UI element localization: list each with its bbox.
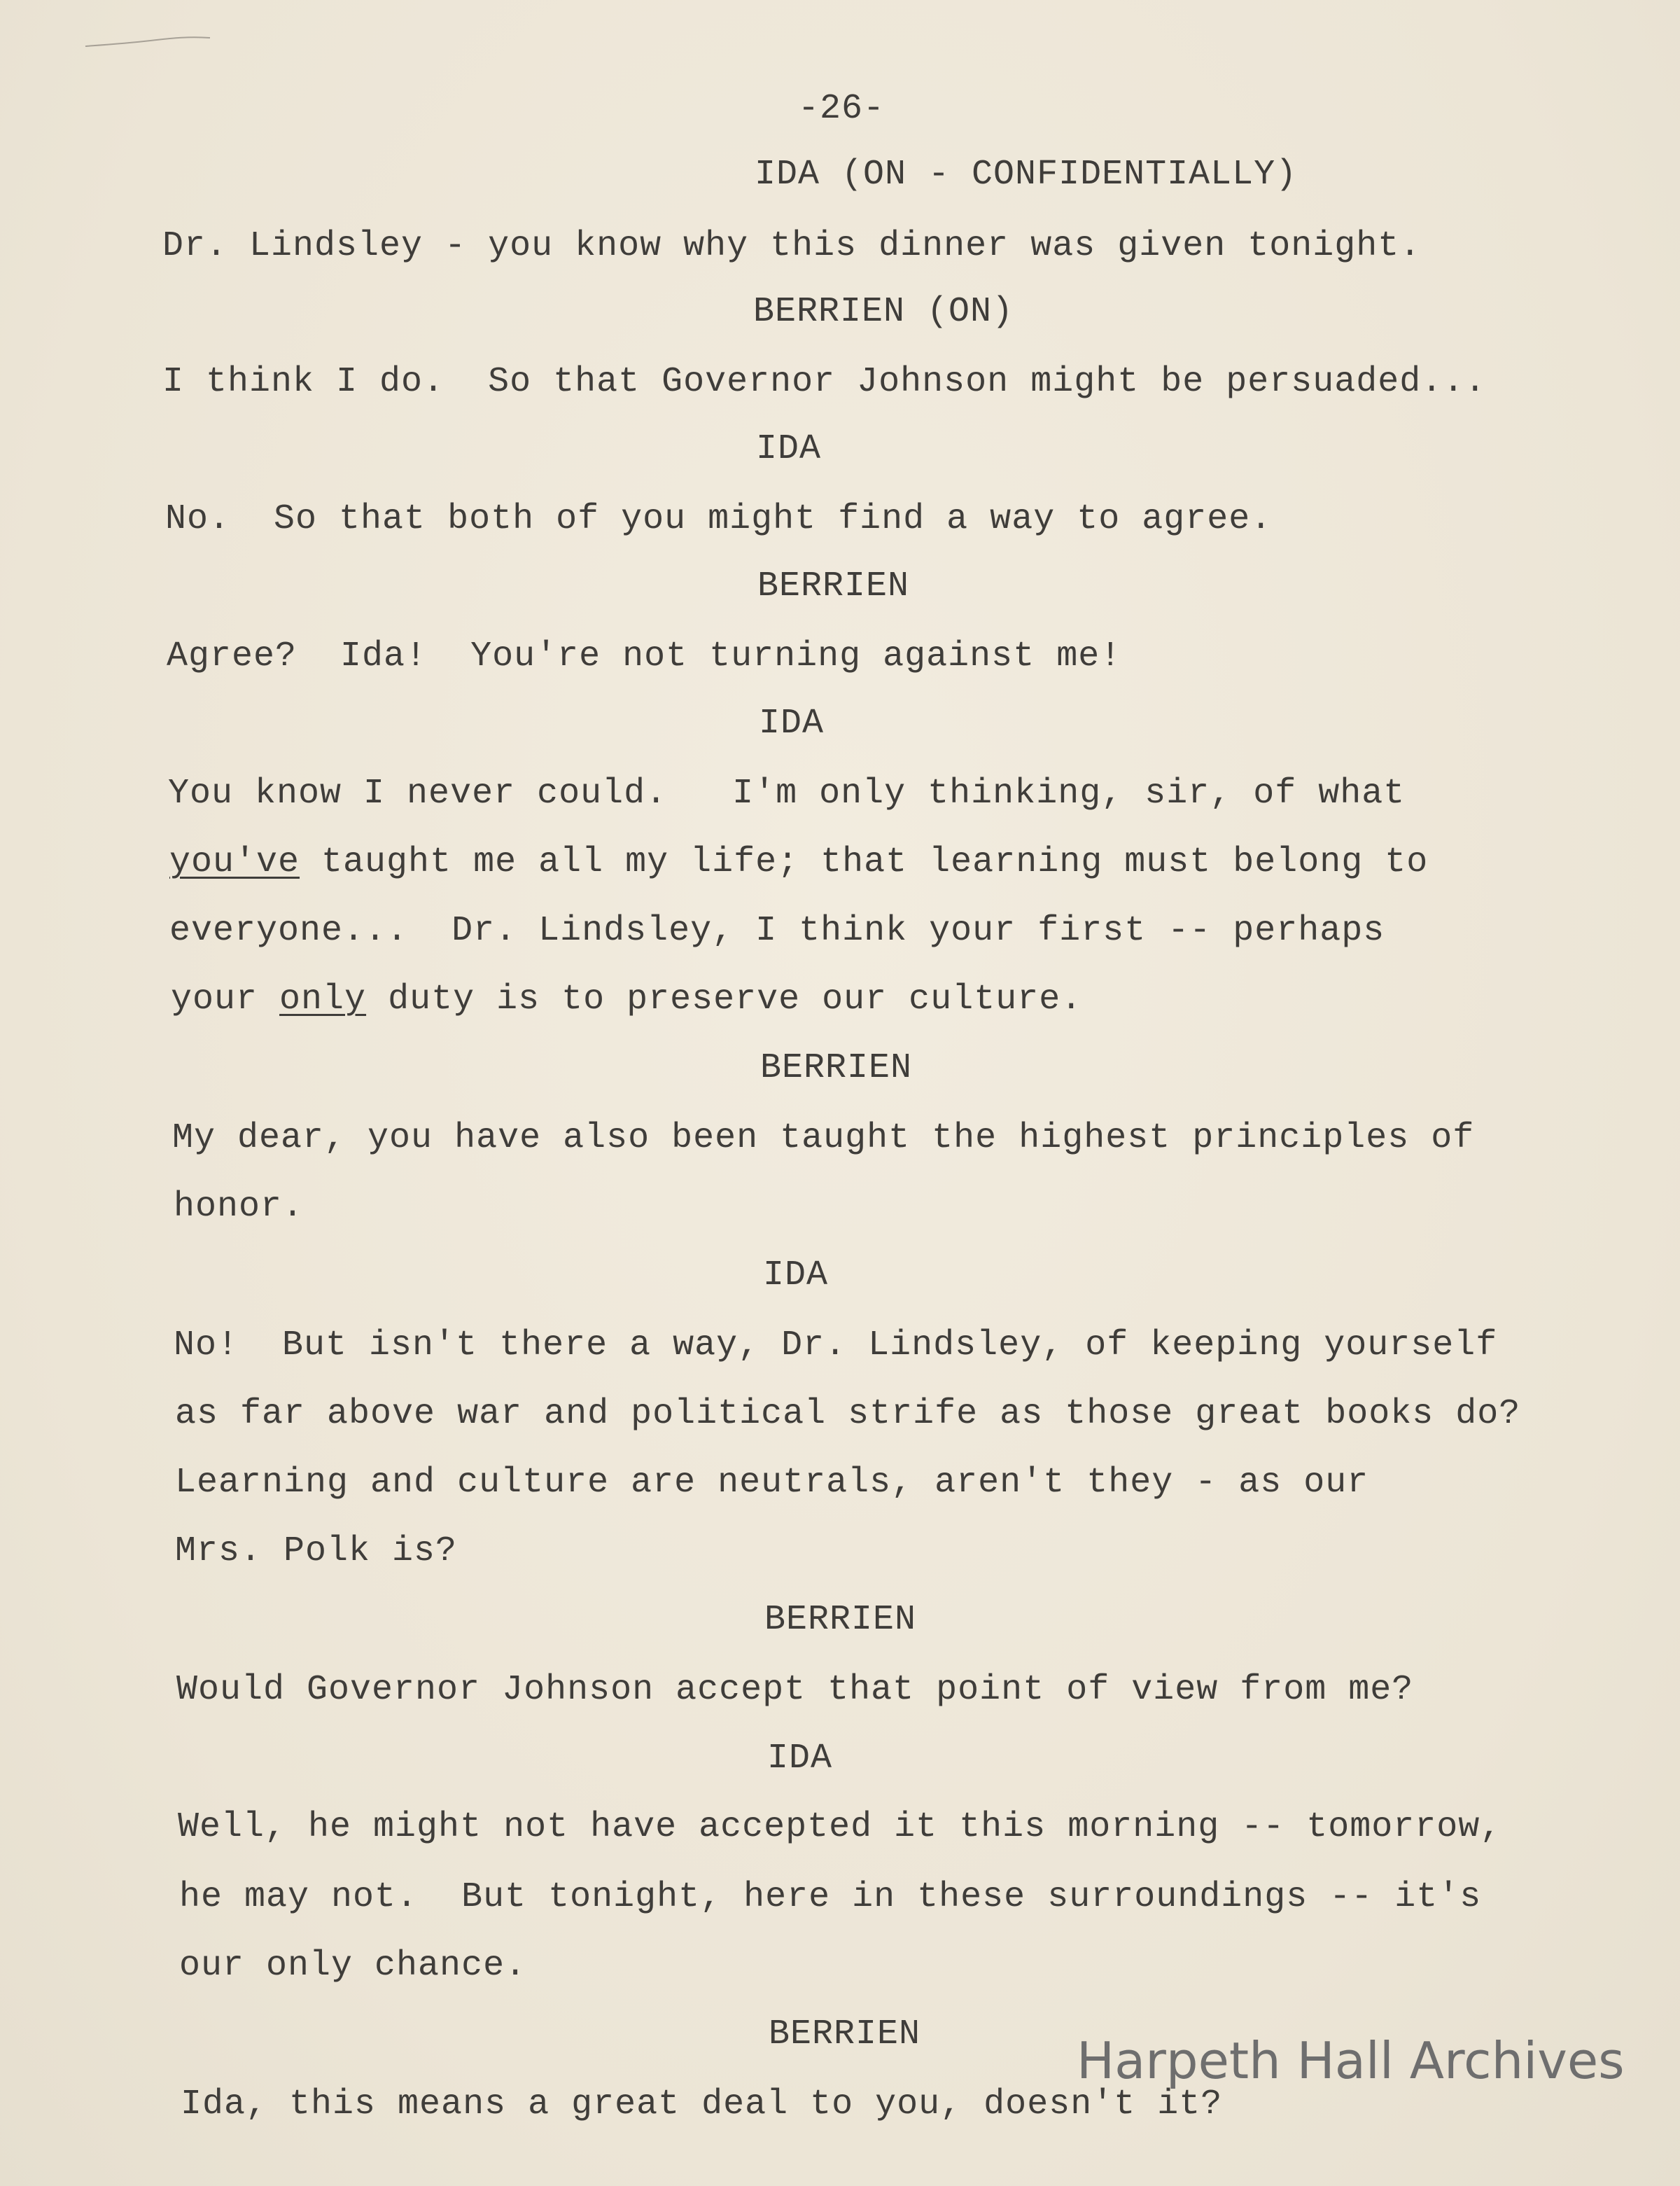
speaker-cue: BERRIEN [769,2014,921,2054]
dialogue-line [169,842,1428,884]
dialogue-line: everyone... Dr. Lindsley, I think your first -- perhaps [169,911,1385,951]
speaker-cue: BERRIEN (ON) [753,292,1014,332]
dialogue-line: My dear, you have also been taught the highest principles of [172,1118,1475,1158]
speaker-cue: BERRIEN [760,1048,913,1088]
speaker-cue: IDA (ON - CONFIDENTIALLY) [755,155,1298,195]
dialogue-line: Mrs. Polk is? [175,1531,458,1571]
dialogue-line: You know I never could. I'm only thinking, sir, of what [168,774,1406,814]
speaker-cue: BERRIEN [764,1600,917,1640]
dialogue-line: Agree? Ida! You're not turning against me! [167,636,1122,676]
archive-watermark: Harpeth Hall Archives [1077,2031,1625,2090]
dialogue-line: No. So that both of you might find a way to agree. [165,499,1273,539]
dialogue-line: No! But isn't there a way, Dr. Lindsley, of keeping yourself [174,1325,1498,1365]
dialogue-line: Ida, this means a great deal to you, doesn't it? [181,2084,1223,2124]
speaker-cue: BERRIEN [757,566,910,606]
speaker-cue: IDA [759,704,825,744]
dialogue-line [171,979,1082,1021]
dialogue-line: honor. [174,1187,304,1227]
dialogue-line: Dr. Lindsley - you know why this dinner was given tonight. [162,226,1422,266]
dialogue-line: our only chance. [179,1946,527,1986]
line-rest: taught me all my life; that learning must belong to [300,842,1429,882]
dialogue-line: I think I do. So that Governor Johnson might be persuaded... [162,362,1487,402]
pencil-mark [84,28,224,56]
speaker-cue: IDA [756,429,822,469]
underlined-word: you've [169,842,300,882]
dialogue-line: Well, he might not have accepted it this morning -- tomorrow, [178,1807,1502,1847]
page-number: -26- [798,89,886,129]
dialogue-line: Would Governor Johnson accept that point of view from me? [176,1670,1414,1710]
underlined-word: only [279,980,367,1019]
dialogue-line: he may not. But tonight, here in these surroundings -- it's [179,1877,1482,1917]
speaker-cue: IDA [763,1255,829,1295]
line-rest: duty is to preserve our culture. [366,980,1083,1019]
dialogue-line: as far above war and political strife as those great books do? [175,1394,1521,1434]
speaker-cue: IDA [767,1739,833,1778]
dialogue-line: Learning and culture are neutrals, aren't they - as our [175,1463,1369,1503]
line-start: your [171,980,280,1019]
